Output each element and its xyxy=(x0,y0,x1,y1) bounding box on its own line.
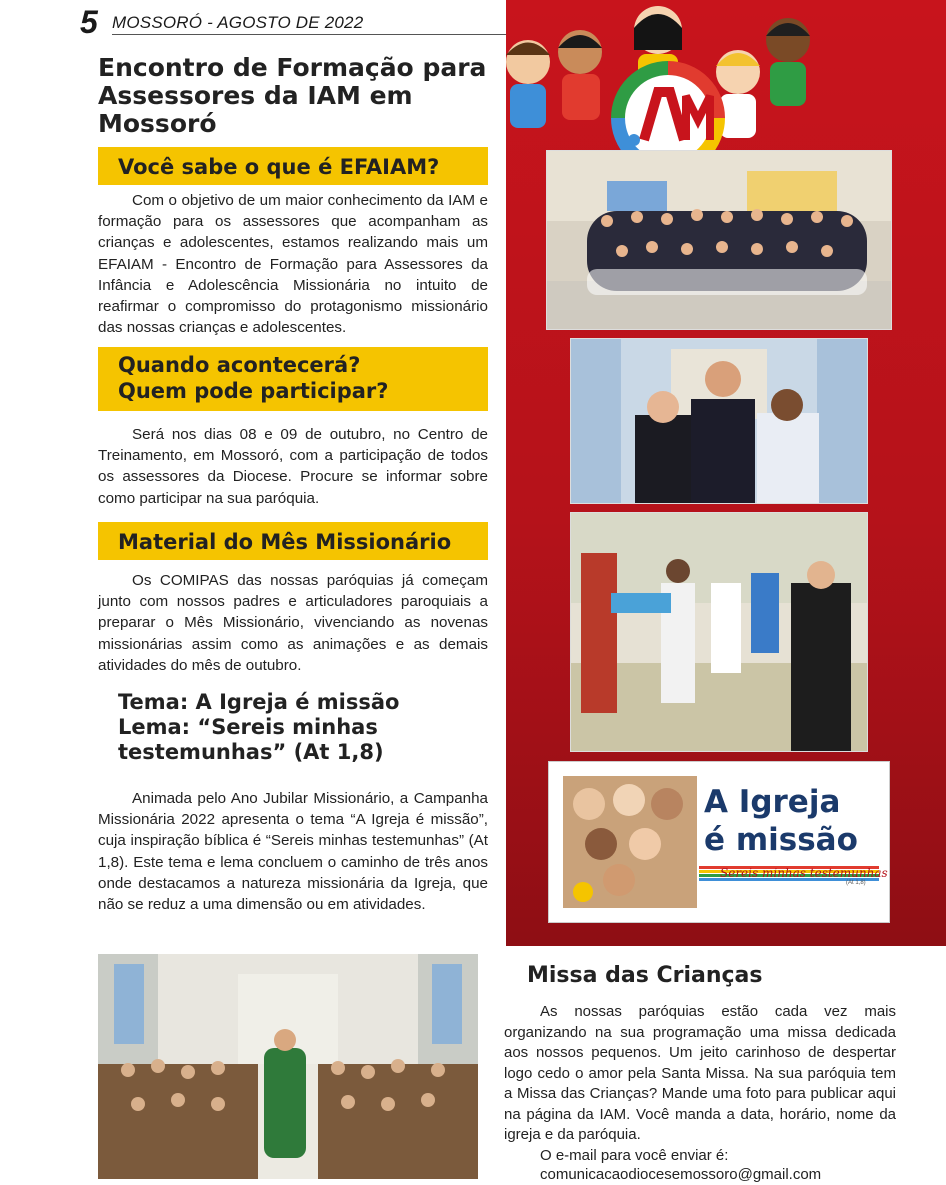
section-heading: Você sabe o que é EFAIAM? xyxy=(118,155,440,179)
heading-line: Quando acontecerá? xyxy=(118,353,361,377)
tema-body: Animada pelo Ano Jubilar Missionário, a Campanha Missionária 2022 apresenta o tema “A Igreja é missão”, cuja inspiração bíblica é “Sereis minhas testemunhas” (At 1,8). Este tema e lema concluem o caminho de três anos onde destacamos a natureza missionária da Igreja, que não se reduz a uma dimensão ou em atividades. xyxy=(98,790,488,914)
church-mass-photo xyxy=(98,954,478,1179)
issue-date: MOSSORÓ - AGOSTO DE 2022 xyxy=(112,13,364,32)
email-label: O e-mail para você enviar é: xyxy=(540,1147,729,1164)
section-body: Com o objetivo de um maior conhecimento da IAM e formação para os assessores que acompanham as crianças e adolescentes, estamos realizando mais um EFAIAM - Encontro de Formação para Assessores da Infância e Adolescência Missionária no intuito de reafirmar o compromisso do protagonismo missionário das nossas crianças e adolescentes. xyxy=(98,192,488,337)
missa-body: As nossas paróquias estão cada vez mais organizando na sua programação uma missa dedicada aos nossos pequenos. Um jeito carinhoso de despertar logo cedo o amor pela Santa Missa. Na sua paróquia tem a Missa das Crianças? Mande uma foto para publicar aqui na página da IAM. Você manda a data, horário, nome da igreja e da paróquia. xyxy=(504,1003,896,1143)
section-heading: Material do Mês Missionário xyxy=(118,530,452,554)
contact-email[interactable]: comunicacaodiocesemossoro@gmail.com xyxy=(540,1166,822,1183)
section-body: Será nos dias 08 e 09 de outubro, no Centro de Treinamento, em Mossoró, com a participação de todos os assessores da Diocese. Procure se informar sobre como participar na sua paróquia. xyxy=(98,426,488,507)
article-title: Encontro de Formação para Assessores da IAM em Mossoró xyxy=(98,53,487,138)
children-activity-photo xyxy=(570,512,868,752)
poster-title-line: A Igreja xyxy=(704,784,841,820)
poster-reference: (At 1,8) xyxy=(846,880,866,886)
lema-line: testemunhas” (At 1,8) xyxy=(118,740,384,764)
lema-line: Lema: “Sereis minhas xyxy=(118,715,378,739)
poster-subtitle: Sereis minhas testemunhas xyxy=(720,866,888,880)
section-body: Os COMIPAS das nossas paróquias já começam junto com nossos padres e articuladores paroquiais a preparar o Mês Missionário, vivenciando as novenas missionárias assim como as animações e as demais atividades do mês de outubro. xyxy=(98,572,488,674)
poster-title-line: é missão xyxy=(704,822,858,858)
heading-line: Quem pode participar? xyxy=(118,379,389,403)
nuns-and-youth-photo xyxy=(570,338,868,504)
missa-title: Missa das Crianças xyxy=(527,963,763,988)
tema-heading xyxy=(118,690,498,765)
section-heading xyxy=(118,352,388,404)
page-number: 5 xyxy=(80,4,98,40)
group-photo xyxy=(546,150,892,330)
tema-line: Tema: A Igreja é missão xyxy=(118,690,400,714)
header-rule xyxy=(112,34,506,35)
